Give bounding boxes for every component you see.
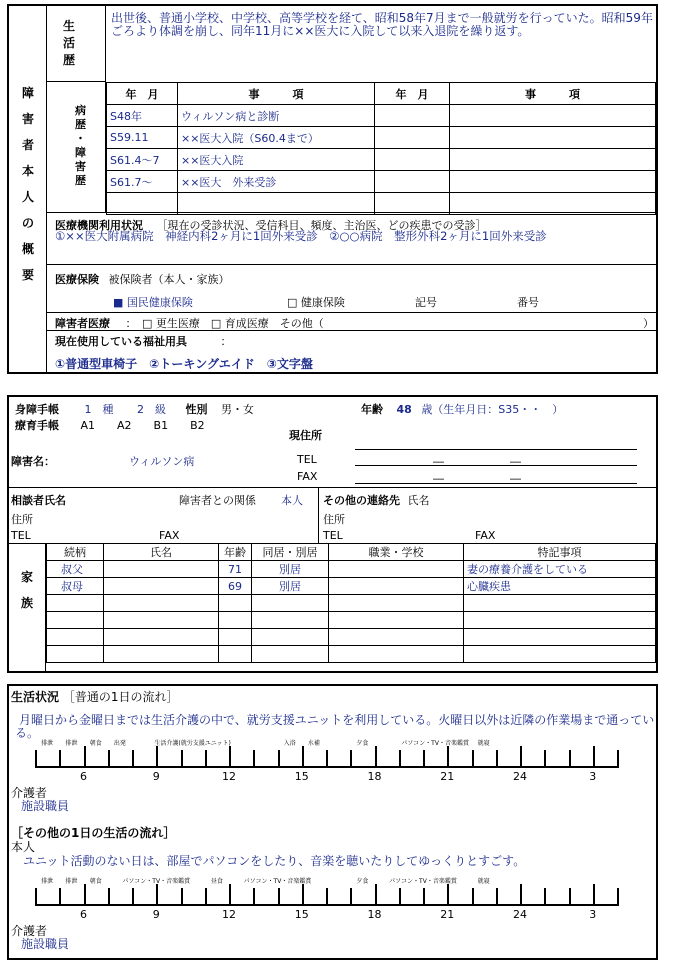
fukushi-title: 現在使用している福祉用具 (55, 335, 187, 348)
jusho-label-2: 住所 (323, 513, 345, 526)
kankei-label: 障害者との関係 (179, 494, 256, 507)
byoreki-label-char: 歴 (75, 174, 86, 187)
timeline-tick (84, 884, 86, 906)
side-label-char: 者 (21, 138, 34, 152)
timeline-tick (156, 884, 158, 906)
seikatsu-label-box (47, 6, 106, 82)
byoreki-item: ××医大入院（S60.4まで） (178, 127, 375, 149)
timeline-tick (472, 888, 474, 906)
byoreki-item: ウィルソン病と診断 (178, 105, 375, 127)
nenrei-label: 年齢 (361, 403, 383, 416)
seikatsu-text: 出世後、普通小学校、中学校、高等学校を経て、昭和58年7月まで一般就労を行っていた。昭和59年ごろより体調を崩し、同年11月に××医大に入院して以来入退院を繰り返す。 (111, 11, 653, 38)
hoken-kigo: 記号 (415, 296, 437, 309)
hoken-opt2: □ 健康保険 (287, 296, 345, 309)
sodan-label: 相談者氏名 (11, 494, 66, 507)
col-ym-2: 年 月 (375, 83, 450, 105)
family-cell (464, 612, 656, 629)
timeline-hour: 12 (222, 770, 236, 783)
family-label-box (9, 543, 46, 671)
timeline-tick (35, 888, 37, 906)
timeline-tick (350, 750, 352, 768)
timeline-tick (108, 750, 110, 768)
ryoiku-opts: A1 A2 B1 B2 (80, 419, 205, 432)
family-cell (252, 629, 329, 646)
timeline-activity: 出発 (113, 740, 126, 747)
byoreki-ym-2 (375, 149, 450, 171)
hoken-bango: 番号 (517, 296, 539, 309)
ryoiku-label: 療育手帳 (15, 419, 59, 432)
family-row (47, 646, 656, 663)
timeline-tick (35, 750, 37, 768)
timeline-hour: 9 (152, 908, 160, 921)
byoreki-row (107, 105, 656, 127)
techo-shu: 1 種 (84, 403, 114, 416)
timeline-tick (375, 746, 377, 768)
side-label-char: 本 (21, 164, 34, 178)
tel-label: TEL (297, 453, 317, 466)
hoken-title: 医療保険 (55, 273, 99, 286)
family-cell (252, 612, 329, 629)
col-jiko: 事 項 (178, 83, 375, 105)
timeline-activity: 水補 (307, 740, 320, 747)
timeline-tick (302, 746, 304, 768)
family-cell (47, 612, 104, 629)
shogai-close: ） (643, 317, 654, 330)
timeline-activity: 夕食 (356, 878, 369, 885)
timeline-tick (132, 750, 134, 768)
byoreki-item: ××医大 外来受診 (178, 171, 375, 193)
side-label-char: 人 (21, 190, 34, 204)
col-ym: 年 月 (107, 83, 178, 105)
timeline-tick (59, 750, 61, 768)
byoreki-ym: S59.11 (107, 127, 178, 149)
timeline-tick (544, 888, 546, 906)
shogai-opts: ： □ 更生医療 □ 育成医療 その他（ (125, 317, 324, 330)
honnin-label: 本人 (11, 840, 36, 854)
byoreki-ym-2 (375, 171, 450, 193)
timeline-tick (205, 888, 207, 906)
seibetsu-label: 性別 (185, 403, 208, 416)
iryo-text: ①××医大附属病院 神経内科2ヶ月に1回外来受診 ②○○病院 整形外科2ヶ月に1回外来受診 (55, 229, 547, 243)
timeline-tick (229, 746, 231, 768)
byoreki-label-char: 障 (75, 146, 86, 159)
family-label-char: 族 (21, 596, 34, 610)
timeline-tick (181, 888, 183, 906)
family-cell: 心臓疾患 (464, 578, 656, 595)
hoken-opt1: ■ 国民健康保険 (113, 296, 193, 309)
timeline-tick (617, 750, 619, 768)
jusho-label: 住所 (11, 513, 33, 526)
timeline-weekday (35, 738, 617, 768)
timeline-tick (544, 750, 546, 768)
timeline-tick (302, 884, 304, 906)
life-text2: ユニット活動のない日は、部屋でパソコンをしたり、音楽を聴いたりしてゆっくりとすごす。 (23, 854, 526, 868)
timeline-tick (593, 884, 595, 906)
family-cell: 69 (219, 578, 252, 595)
timeline-tick (84, 746, 86, 768)
byoreki-item-2 (450, 127, 656, 149)
byoreki-item-2 (450, 171, 656, 193)
byoreki-label-char: 害 (75, 160, 86, 173)
family-cell (104, 561, 219, 578)
hoken-block (47, 264, 656, 313)
kankei-val: 本人 (281, 494, 303, 507)
family-row (47, 561, 656, 578)
timeline-tick (569, 888, 571, 906)
timeline-tick (156, 746, 158, 768)
family-cell: 71 (219, 561, 252, 578)
timeline-tick (496, 750, 498, 768)
family-cell: 別居 (252, 578, 329, 595)
fam-header: 続柄 (47, 544, 104, 561)
fukushi-items: ①普通型車椅子 ②トーキングエイド ③文字盤 (55, 357, 313, 371)
kaigosha2-label: 介護者 (11, 924, 48, 938)
family-cell (252, 595, 329, 612)
timeline-tick (593, 746, 595, 768)
family-cell (47, 646, 104, 663)
sonota-label: その他の連絡先 (323, 494, 400, 507)
iryo-title: 医療機関利用状況 (55, 219, 143, 232)
byoreki-label-char: 病 (75, 104, 86, 117)
family-cell (219, 595, 252, 612)
fax-dash: ― ― (433, 472, 521, 485)
family-cell: 叔母 (47, 578, 104, 595)
techo-kyu: 2 級 (137, 403, 166, 416)
side-label-char: 害 (21, 112, 34, 126)
timeline-tick (132, 888, 134, 906)
timeline-hour: 6 (80, 908, 87, 921)
family-cell (47, 629, 104, 646)
timeline-tick (181, 750, 183, 768)
family-cell: 別居 (252, 561, 329, 578)
timeline-activity: パソコン・TV・音楽鑑賞 (122, 878, 191, 885)
timeline-activity: 排泄 (65, 878, 78, 885)
timeline-tick (520, 884, 522, 906)
byoreki-row (107, 149, 656, 171)
byoreki-ym-2 (375, 127, 450, 149)
tel-dash: ― ― (433, 455, 521, 468)
timeline-hours-2 (35, 908, 617, 922)
family-cell (464, 629, 656, 646)
side-label-char: 要 (21, 268, 34, 282)
kaigosha-val: 施設職員 (21, 799, 70, 813)
family-cell: 叔父 (47, 561, 104, 578)
fukushi-block (47, 330, 656, 373)
timeline-tick (399, 750, 401, 768)
shogaimei-label: 障害名： (11, 455, 55, 468)
byoreki-label-char: 歴 (75, 118, 86, 131)
profile-section (7, 4, 658, 374)
sonota-shimei: 氏名 (407, 494, 430, 507)
life-title: 生活状況 (11, 690, 60, 704)
timeline-hour: 12 (222, 908, 236, 921)
contact-section (7, 395, 658, 673)
timeline-activity: 排泄 (65, 740, 78, 747)
byoreki-item-2 (450, 105, 656, 127)
fax2-label: FAX (159, 529, 180, 542)
timeline-tick (399, 888, 401, 906)
timeline-hour: 15 (294, 770, 309, 783)
timeline-tick (278, 750, 280, 768)
nenrei-val: 48 (396, 403, 412, 416)
timeline-activity: 夕食 (356, 740, 369, 747)
family-row (47, 578, 656, 595)
other-title: ［その他の1日の生活の流れ］ (11, 826, 176, 840)
fam-header: 氏名 (104, 544, 219, 561)
timeline-tick (205, 750, 207, 768)
seikatsu-label-char: 生 (63, 19, 76, 33)
family-cell (104, 595, 219, 612)
timeline-hour: 15 (294, 908, 309, 921)
timeline-tick (253, 750, 255, 768)
shogai-iryo-title: 障害者医療 (55, 317, 110, 330)
byoreki-ym-2 (375, 105, 450, 127)
byoreki-ym: S48年 (107, 105, 178, 127)
timeline-tick (472, 750, 474, 768)
timeline-hour: 6 (80, 770, 87, 783)
timeline-tick (617, 888, 619, 906)
timeline-hour: 18 (367, 770, 382, 783)
timeline-tick (326, 888, 328, 906)
side-label (9, 6, 47, 372)
timeline-tick (447, 746, 449, 768)
timeline-activity: 朝食 (89, 740, 102, 747)
timeline-activity: 就寝 (477, 878, 490, 885)
seikatsu-label-char: 歴 (63, 53, 76, 67)
family-cell (329, 561, 464, 578)
timeline-other (35, 876, 617, 906)
kaigosha2-val: 施設職員 (21, 937, 70, 951)
timeline-hour: 3 (589, 770, 597, 783)
timeline-hour: 21 (440, 908, 455, 921)
timeline-tick (108, 888, 110, 906)
timeline-activity: パソコン・TV・音楽鑑賞 (401, 740, 469, 747)
iryo-block (47, 212, 656, 265)
byoreki-row (107, 127, 656, 149)
timeline-activity: 排泄 (41, 878, 54, 885)
byoreki-table (106, 82, 656, 215)
timeline-hour: 21 (440, 770, 455, 783)
family-cell (464, 595, 656, 612)
timeline-tick (326, 750, 328, 768)
byoreki-label-char: ・ (75, 132, 86, 145)
col-jiko-2: 事 項 (450, 83, 656, 105)
family-row (47, 612, 656, 629)
family-cell (219, 646, 252, 663)
timeline-tick (496, 888, 498, 906)
family-cell (219, 612, 252, 629)
byoreki-ym: S61.4～7 (107, 149, 178, 171)
fam-header: 特記事項 (464, 544, 656, 561)
family-table (46, 543, 656, 663)
family-cell (329, 612, 464, 629)
tel2-label-2: TEL (323, 529, 343, 542)
shogaimei-val: ウィルソン病 (129, 455, 195, 468)
timeline-tick (253, 888, 255, 906)
timeline-hour: 9 (152, 770, 160, 783)
seikatsu-label-char: 活 (63, 36, 76, 50)
family-cell: 妻の療養介護をしている (464, 561, 656, 578)
timeline-tick (423, 888, 425, 906)
family-label-char: 家 (21, 570, 34, 584)
family-cell (329, 578, 464, 595)
family-row (47, 629, 656, 646)
byoreki-ym: S61.7～ (107, 171, 178, 193)
fax2-label-2: FAX (475, 529, 496, 542)
side-label-char: の (21, 216, 34, 230)
family-cell (329, 595, 464, 612)
timeline-hour: 3 (589, 908, 597, 921)
timeline-tick (569, 750, 571, 768)
timeline-activity: 入浴 (283, 740, 296, 747)
family-cell (104, 646, 219, 663)
genjusho-label: 現住所 (289, 429, 322, 442)
family-cell (104, 612, 219, 629)
family-cell (47, 595, 104, 612)
family-cell (219, 629, 252, 646)
timeline-tick (278, 888, 280, 906)
life-text1: 月曜日から金曜日までは生活介護の中で、就労支援ユニットを利用している。火曜日以外は近隣の作業場まで通っている。 (15, 713, 655, 740)
timeline-activity: 生活介護(就労支援ユニット) (154, 740, 231, 747)
fukushi-colon: ： (220, 335, 232, 348)
family-cell (464, 646, 656, 663)
tel2-label: TEL (11, 529, 31, 542)
byoreki-item: ××医大入院 (178, 149, 375, 171)
timeline-tick (59, 888, 61, 906)
seibetsu-val: 男・女 (221, 403, 254, 416)
timeline-tick (350, 888, 352, 906)
byoreki-label-box (47, 82, 106, 212)
fam-header: 年齢 (219, 544, 252, 561)
family-cell (329, 646, 464, 663)
timeline-activity: パソコン・TV・音楽鑑賞 (243, 878, 312, 885)
timeline-hour: 18 (367, 908, 382, 921)
iryo-note: ［現在の受診状況、受信科目、頻度、主治医、どの疾患での受診］ (156, 219, 487, 232)
family-cell (329, 629, 464, 646)
timeline-tick (520, 746, 522, 768)
byoreki-item-2 (450, 149, 656, 171)
fax-label: FAX (297, 470, 318, 483)
timeline-tick (375, 884, 377, 906)
life-section (7, 684, 658, 960)
timeline-activity: 昼食 (210, 878, 223, 885)
timeline-activity: パソコン・TV・音楽鑑賞 (389, 878, 457, 885)
fam-header: 職業・学校 (329, 544, 464, 561)
timeline-hours-1 (35, 770, 617, 784)
fam-header: 同居・別居 (252, 544, 329, 561)
timeline-hour: 24 (513, 908, 527, 921)
family-row (47, 595, 656, 612)
family-cell (104, 578, 219, 595)
hoken-sub: 被保険者（本人・家族） (108, 273, 230, 286)
timeline-hour: 24 (513, 770, 527, 783)
techo-label: 身障手帳 (15, 403, 59, 416)
timeline-activity: 朝食 (89, 878, 102, 885)
timeline-activity: 就寝 (477, 740, 490, 747)
nenrei-rest: 歳（生年月日：S35・・ ） (421, 403, 564, 416)
shogai-iryo-block (47, 312, 656, 331)
timeline-tick (423, 750, 425, 768)
side-label-char: 障 (21, 86, 34, 100)
timeline-tick (229, 884, 231, 906)
timeline-tick (447, 884, 449, 906)
side-label-char: 概 (21, 242, 34, 256)
family-cell (104, 629, 219, 646)
family-cell (252, 646, 329, 663)
kaigosha-label: 介護者 (11, 786, 48, 800)
timeline-activity: 排泄 (41, 740, 54, 747)
byoreki-row (107, 171, 656, 193)
life-title-sub: ［普通の1日の流れ］ (62, 690, 179, 704)
